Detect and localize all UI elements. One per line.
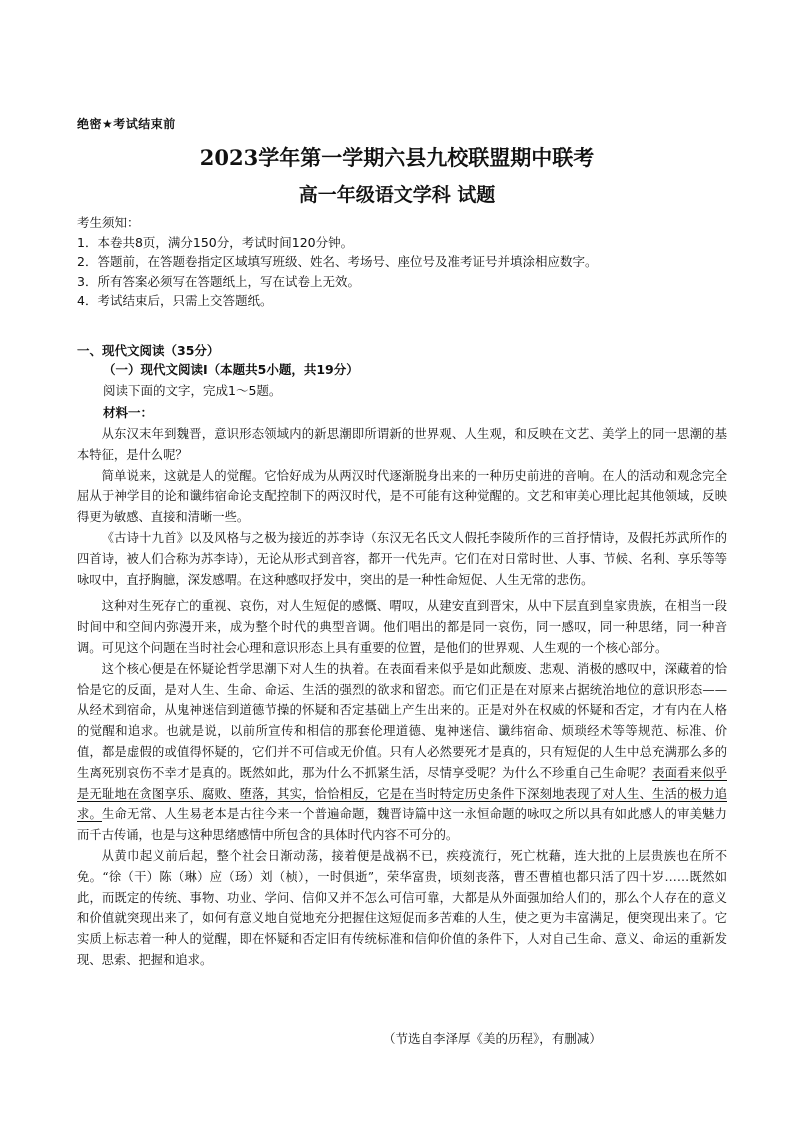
reading-instruction: 阅读下面的文字，完成1～5题。 — [103, 383, 282, 398]
section-heading: 一、现代文阅读（35分） — [77, 343, 220, 358]
notice-item: 3．所有答案必须写在答题纸上，写在试卷上无效。 — [77, 273, 360, 289]
notice-item: 1．本卷共8页，满分150分，考试时间120分钟。 — [77, 234, 354, 250]
article-paragraph: 从黄巾起义前后起，整个社会日渐动荡，接着便是战祸不已，疾疫流行，死亡枕藉，连大批的上层贵族也在所不免。“徐（干）陈（琳）应（玚）刘（桢），一时俱逝”，荣华富贵，顷刻丧落，曹丕曹植也都只活了四十岁……既然如此，而既定的传统、事物、功业、学问、信仰又并不怎么可信可靠，大都是从外面强加给人们的，那么个人存在的意义和价值就突现出来了，如何有意义地自觉地充分把握住这短促而多苦难的人生，使之更为丰富满足，便突现出来了。它实质上标志着一种人的觉醒，即在怀疑和否定旧有传统标准和信仰价值的条件下，人对自己生命、意义、命运的重新发现、思索、把握和追求。 — [77, 848, 727, 967]
notice-item: 2．答题前，在答题卷指定区域填写班级、姓名、考场号、座位号及准考证号并填涂相应数字。 — [77, 254, 598, 269]
subsection-heading: （一）现代文阅读Ⅰ（本题共5小题，共19分） — [103, 362, 359, 377]
underlined-sentence: 表面看来似乎是无耻地在贪图享乐、腐败、堕落，其实，恰恰相反，它是在当时特定历史条件下深刻地表现了对人生、生活的极力追求。 — [77, 765, 727, 822]
article-text-run: 生命无常、人生易老本是古往今来一个普遍命题，魏晋诗篇中这一永恒命题的咏叹之所以具有如此感人的审美魅力而千古传诵，也是与这种思绪感情中所包含的具体时代内容不可分的。 — [77, 807, 727, 843]
notice-heading: 考生须知： — [77, 215, 140, 230]
candidate-notice — [77, 213, 727, 311]
material-label: 材料一： — [103, 405, 154, 420]
article-text — [77, 424, 727, 971]
article-paragraph: 简单说来，这就是人的觉醒。它恰好成为从两汉时代逐渐脱身出来的一种历史前进的音响。在人的活动和观念完全屈从于神学目的论和谶纬宿命论支配控制下的两汉时代，是不可能有这种觉醒的。文艺和审美心理比起其他领域，反映得更为敏感、直接和清晰一些。 — [77, 468, 727, 525]
article-text-run: 这个核心便是在怀疑论哲学思潮下对人生的执着。在表面看来似乎是如此颓废、悲观、消极的感叹中，深藏着的恰恰是它的反面，是对人生、生命、命运、生活的强烈的欲求和留恋。而它们正是在对原来占据统治地位的意识形态——从经术到宿命，从鬼神迷信到道德节操的怀疑和否定基础上产生出来的。正是对外在权威的怀疑和否定，才有内在人格的觉醒和追求。也就是说，以前所宣传和相信的那套伦理道德、鬼神迷信、谶纬宿命、烦琐经术等等规范、标准、价值，都是虚假的或值得怀疑的，它们并不可信或无价值。只有人必然要死才是真的，只有短促的人生中总充满那么多的生离死别哀伤不幸才是真的。既然如此，那为什么不抓紧生活，尽情享受呢？为什么不珍重自己生命呢？ — [77, 661, 727, 780]
article-paragraph: 从东汉末年到魏晋，意识形态领域内的新思潮即所谓新的世界观、人生观，和反映在文艺、美学上的同一思潮的基本特征，是什么呢？ — [77, 427, 727, 462]
exam-title: 2023学年第一学期六县九校联盟期中联考 — [199, 145, 595, 170]
article-paragraph — [77, 659, 727, 846]
confidential-label: 绝密★考试结束前 — [77, 117, 176, 131]
subject-title: 高一年级语文学科 试题 — [298, 184, 496, 206]
article-paragraph: 这种对生死存亡的重视、哀伤，对人生短促的感慨、喟叹，从建安直到晋宋，从中下层直到皇家贵族，在相当一段时间中和空间内弥漫开来，成为整个时代的典型音调。他们唱出的都是同一哀伤，同一感叹，同一种思绪，同一种音调。可见这个问题在当时社会心理和意识形态上具有重要的位置，是他们的世界观、人生观的一个核心部分。 — [77, 599, 727, 655]
notice-item: 4．考试结束后，只需上交答题纸。 — [77, 293, 273, 308]
article-paragraph: 《古诗十九首》以及风格与之极为接近的苏李诗（东汉无名氏文人假托李陵所作的三首抒情诗，及假托苏武所作的四首诗，被人们合称为苏李诗），无论从形式到音容，都开一代先声。它们在对日常时世、人事、节候、名利、享乐等等咏叹中，直抒胸臆，深发感喟。在这种感叹抒发中，突出的是一种性命短促、人生无常的悲伤。 — [77, 530, 727, 587]
source-citation: （节选自李泽厚《美的历程》，有删减） — [383, 1031, 602, 1046]
